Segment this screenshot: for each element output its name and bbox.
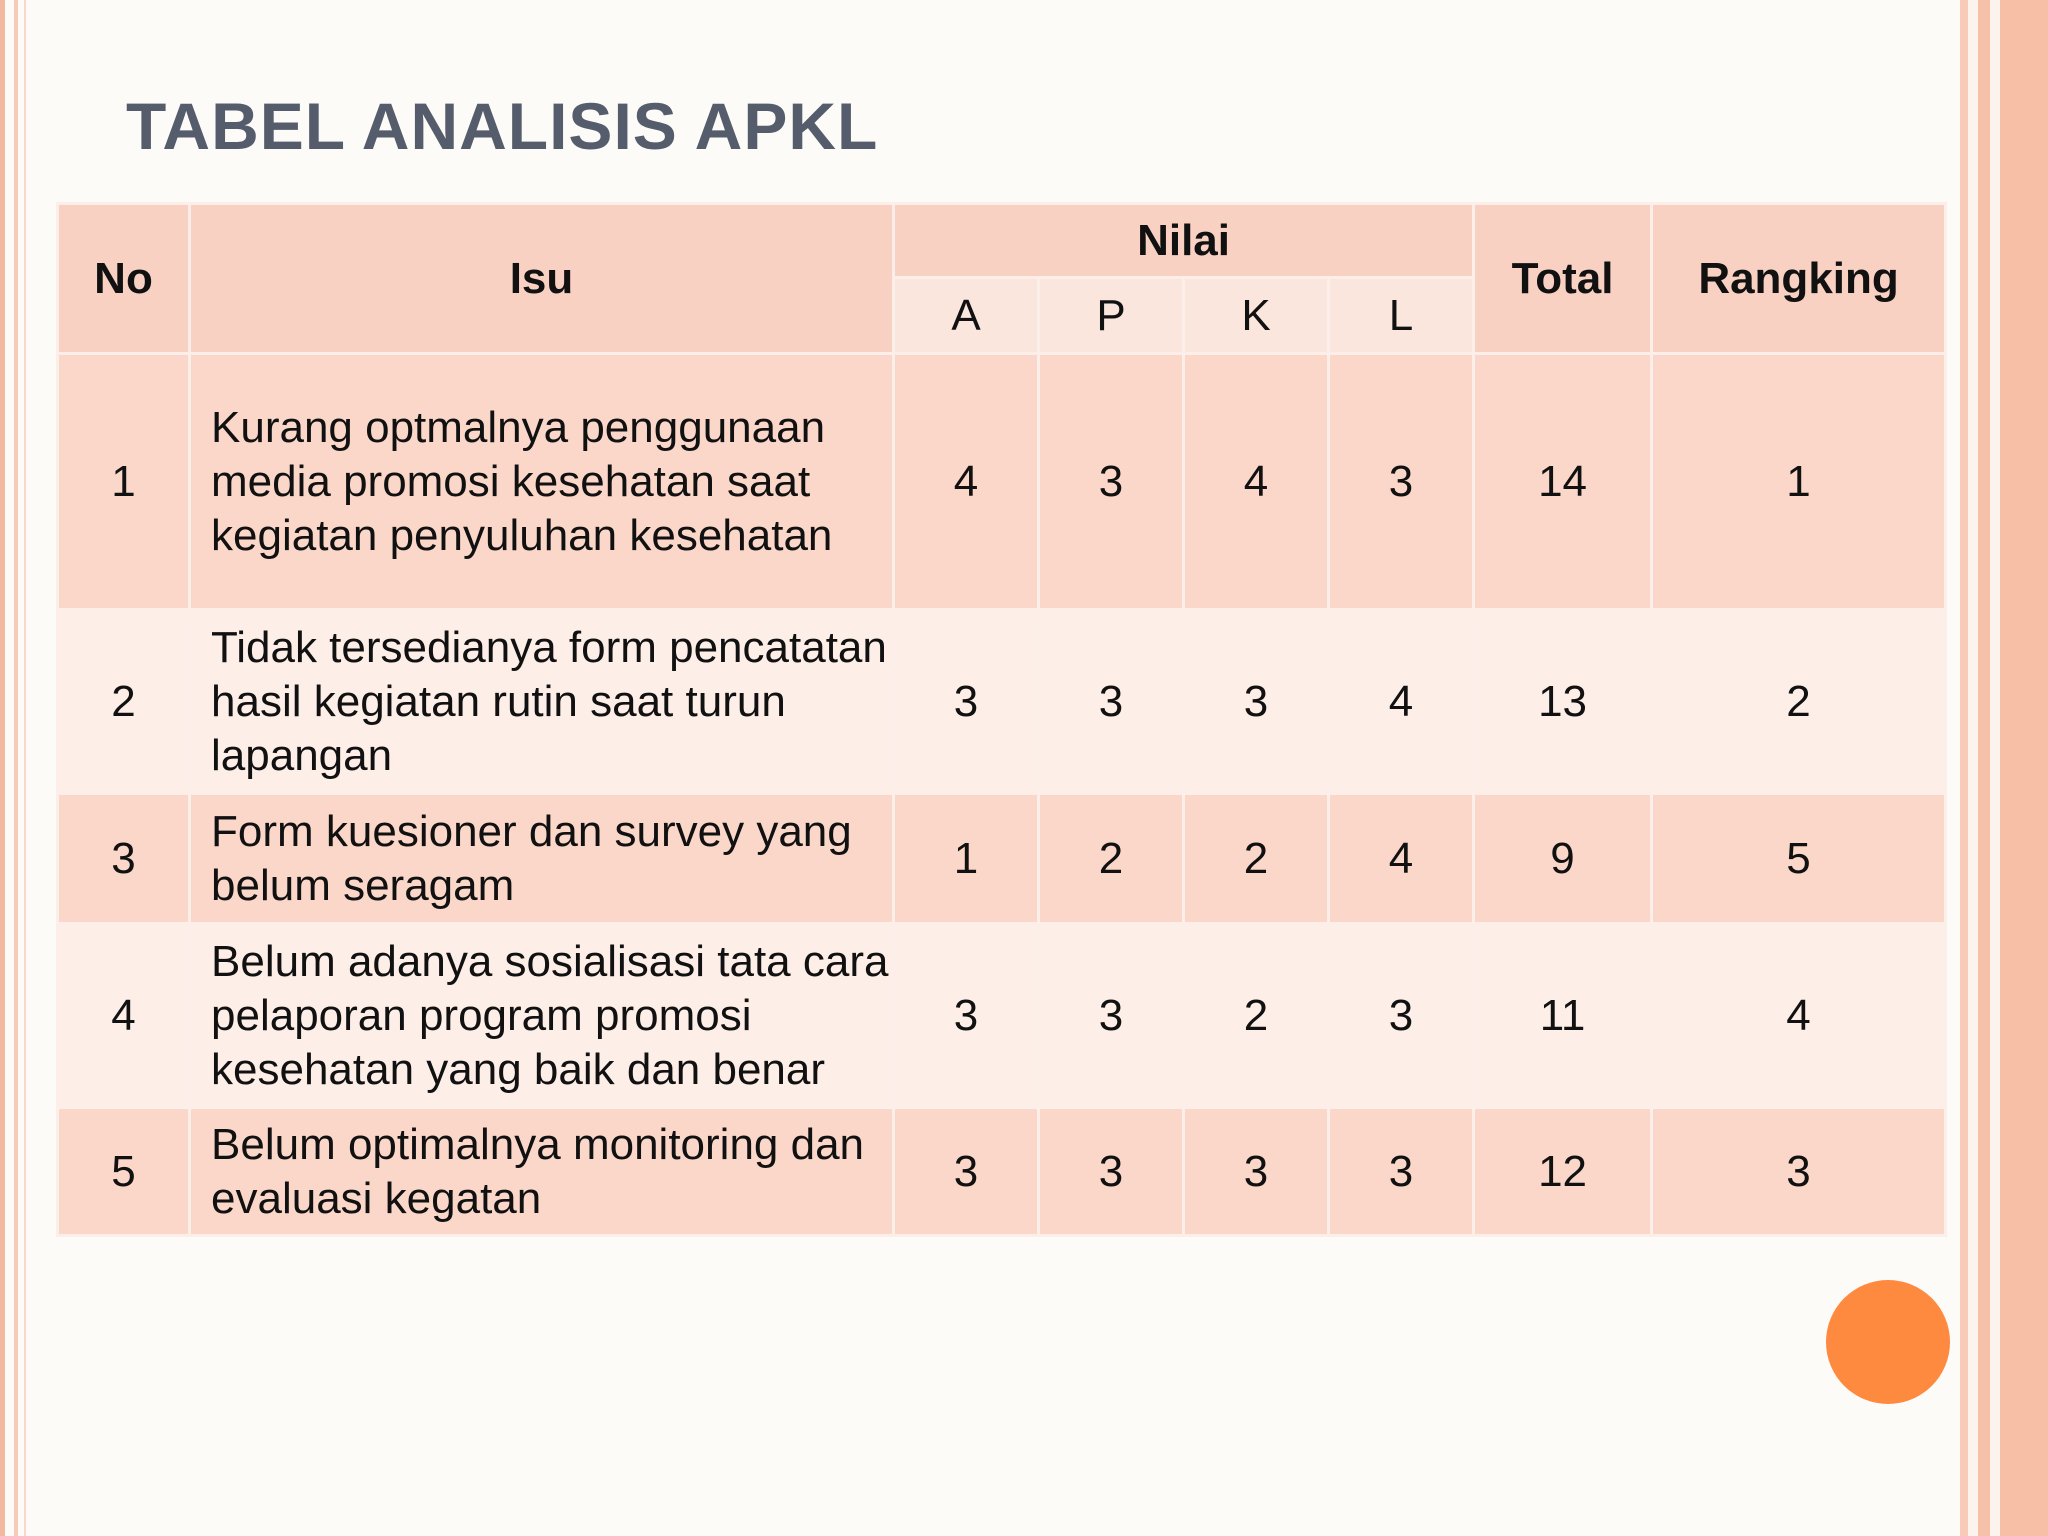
cell-total: 11: [1474, 924, 1652, 1108]
header-isu: Isu: [190, 204, 894, 354]
slide-title: TABEL ANALISIS APKL: [126, 89, 879, 163]
cell-isu: Tidak tersedianya form pencatatan hasil kegiatan rutin saat turun lapangan: [190, 610, 894, 794]
cell-p: 2: [1039, 794, 1184, 924]
cell-no: 2: [58, 610, 190, 794]
left-border-stripe: [0, 0, 5, 1536]
cell-total: 14: [1474, 354, 1652, 610]
cell-isu: Belum adanya sosialisasi tata cara pelaporan program promosi kesehatan yang baik dan benar: [190, 924, 894, 1108]
cell-p: 3: [1039, 1108, 1184, 1236]
right-border-stripe: [2000, 0, 2048, 1536]
left-border-stripe: [14, 0, 18, 1536]
header-rangking: Rangking: [1652, 204, 1946, 354]
cell-k: 4: [1184, 354, 1329, 610]
cell-no: 3: [58, 794, 190, 924]
cell-p: 3: [1039, 610, 1184, 794]
cell-l: 3: [1329, 1108, 1474, 1236]
table-row: [58, 924, 1946, 1108]
table-row: [58, 610, 1946, 794]
cell-a: 3: [894, 610, 1039, 794]
decorative-circle-icon: [1826, 1280, 1950, 1404]
cell-no: 5: [58, 1108, 190, 1236]
cell-rangking: 1: [1652, 354, 1946, 610]
cell-a: 1: [894, 794, 1039, 924]
cell-no: 1: [58, 354, 190, 610]
left-border-stripe: [24, 0, 26, 1536]
cell-isu: Form kuesioner dan survey yang belum seragam: [190, 794, 894, 924]
header-total: Total: [1474, 204, 1652, 354]
cell-a: 3: [894, 1108, 1039, 1236]
table-row: [58, 1108, 1946, 1236]
cell-p: 3: [1039, 924, 1184, 1108]
cell-total: 9: [1474, 794, 1652, 924]
header-nilai: Nilai: [894, 204, 1474, 278]
cell-l: 4: [1329, 610, 1474, 794]
cell-isu: Belum optimalnya monitoring dan evaluasi kegatan: [190, 1108, 894, 1236]
header-l: L: [1329, 278, 1474, 354]
right-border-stripe: [1968, 0, 1978, 1536]
header-p: P: [1039, 278, 1184, 354]
apkl-analysis-table: [56, 202, 1947, 1237]
header-no: No: [58, 204, 190, 354]
cell-isu: Kurang optmalnya penggunaan media promosi kesehatan saat kegiatan penyuluhan kesehatan: [190, 354, 894, 610]
cell-total: 12: [1474, 1108, 1652, 1236]
cell-rangking: 5: [1652, 794, 1946, 924]
cell-l: 3: [1329, 924, 1474, 1108]
cell-a: 4: [894, 354, 1039, 610]
header-a: A: [894, 278, 1039, 354]
cell-p: 3: [1039, 354, 1184, 610]
cell-k: 3: [1184, 610, 1329, 794]
right-border-stripe: [1960, 0, 1968, 1536]
header-k: K: [1184, 278, 1329, 354]
table-row: [58, 354, 1946, 610]
right-border-stripe: [1978, 0, 1990, 1536]
cell-l: 4: [1329, 794, 1474, 924]
cell-rangking: 3: [1652, 1108, 1946, 1236]
right-border-stripe: [1990, 0, 2000, 1536]
cell-k: 2: [1184, 794, 1329, 924]
cell-total: 13: [1474, 610, 1652, 794]
cell-no: 4: [58, 924, 190, 1108]
cell-l: 3: [1329, 354, 1474, 610]
cell-k: 3: [1184, 1108, 1329, 1236]
cell-a: 3: [894, 924, 1039, 1108]
table-row: [58, 794, 1946, 924]
cell-rangking: 2: [1652, 610, 1946, 794]
cell-k: 2: [1184, 924, 1329, 1108]
cell-rangking: 4: [1652, 924, 1946, 1108]
